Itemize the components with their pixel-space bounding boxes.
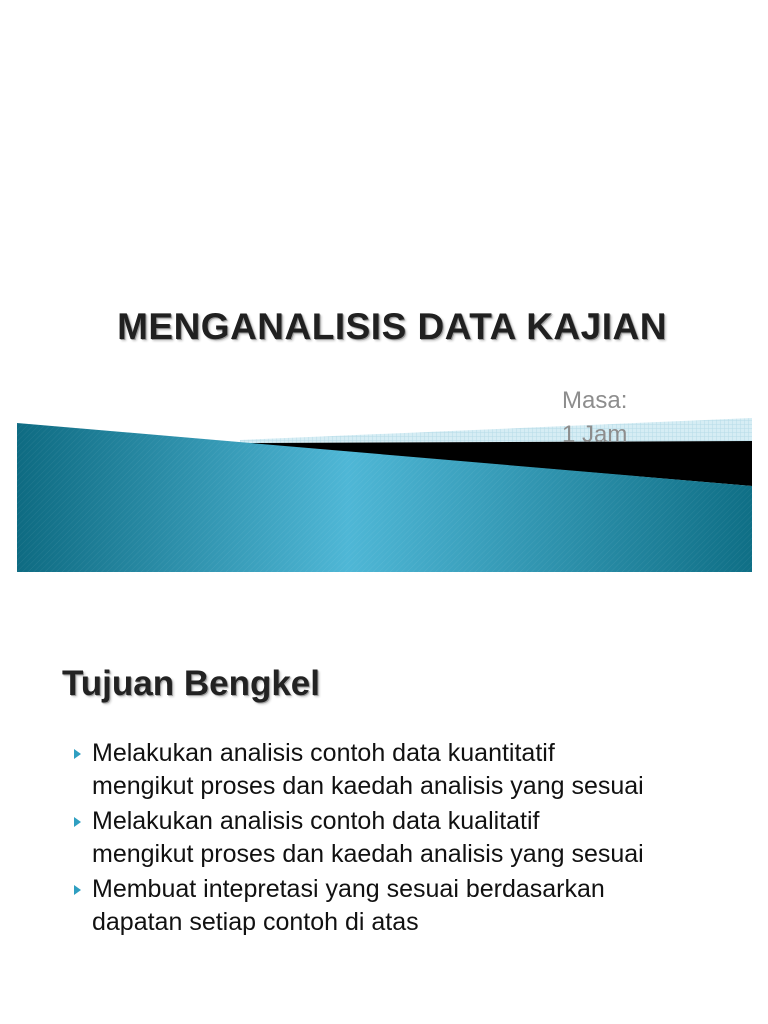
- objectives-list: [72, 737, 732, 941]
- list-item-line-2: dapatan setiap contoh di atas: [92, 908, 419, 936]
- list-item-line-1: Melakukan analisis contoh data kualitatif: [92, 807, 540, 835]
- section-heading: Tujuan Bengkel: [62, 664, 320, 703]
- list-item-line-2: mengikut proses dan kaedah analisis yang sesuai: [92, 772, 644, 800]
- list-item-line-2: mengikut proses dan kaedah analisis yang sesuai: [92, 840, 644, 868]
- subtitle: [562, 384, 627, 452]
- list-item-line-1: Melakukan analisis contoh data kuantitatif: [92, 739, 555, 767]
- slide-title: MENGANALISIS DATA KAJIAN: [117, 306, 667, 347]
- triangle-right-icon: [74, 817, 81, 827]
- triangle-right-icon: [74, 885, 81, 895]
- subtitle-line-2: 1 Jam: [562, 421, 628, 448]
- list-item: [72, 805, 732, 871]
- subtitle-line-1: Masa:: [562, 387, 628, 414]
- list-item: [72, 737, 732, 803]
- list-item-line-1: Membuat intepretasi yang sesuai berdasarkan: [92, 875, 605, 903]
- list-item: [72, 873, 732, 939]
- triangle-right-icon: [74, 749, 81, 759]
